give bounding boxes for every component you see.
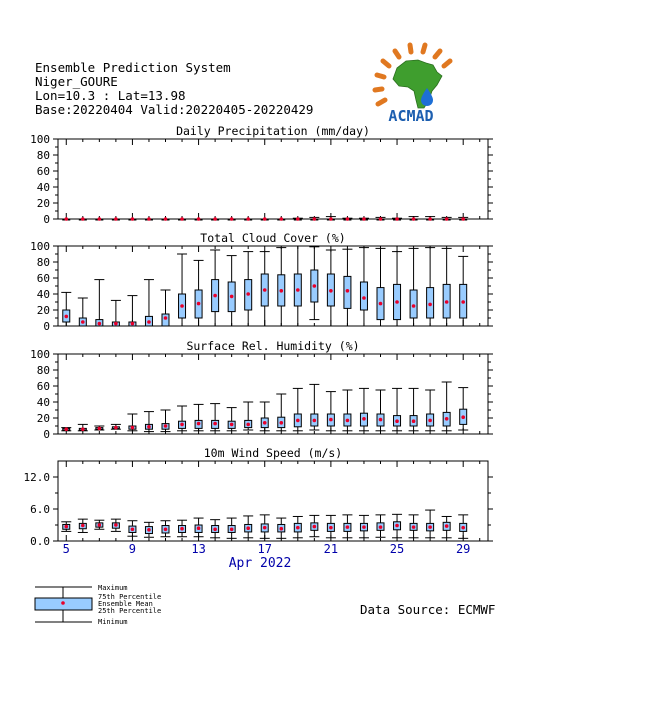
mean-dot — [346, 525, 350, 529]
y-tick-label: 100 — [30, 133, 50, 146]
mean-dot — [164, 424, 168, 428]
mean-dot — [230, 423, 234, 427]
mean-dot — [329, 418, 333, 422]
mean-dot — [180, 217, 184, 221]
mean-dot — [164, 217, 168, 221]
y-tick-label: 100 — [30, 348, 50, 361]
mean-dot — [64, 217, 68, 221]
legend-label-75th: 75th Percentile — [98, 593, 162, 601]
y-tick-label: 80 — [36, 256, 50, 269]
mean-dot — [246, 292, 250, 296]
mean-dot — [428, 525, 432, 529]
mean-dot — [379, 217, 383, 221]
mean-dot — [395, 217, 399, 221]
mean-dot — [98, 523, 102, 527]
y-tick-label: 60 — [36, 380, 50, 393]
mean-dot — [81, 217, 85, 221]
mean-dot — [329, 217, 333, 221]
mean-dot — [131, 527, 135, 531]
mean-dot — [313, 525, 317, 529]
mean-dot — [131, 322, 135, 326]
mean-dot — [395, 300, 399, 304]
mean-dot — [213, 217, 217, 221]
mean-dot — [362, 296, 366, 300]
mean-dot — [428, 303, 432, 307]
header-location: Niger_GOURE — [35, 74, 118, 89]
x-axis-month-label: Apr 2022 — [228, 556, 292, 571]
mean-dot — [197, 302, 201, 306]
mean-dot — [379, 302, 383, 306]
mean-dot — [346, 217, 350, 221]
mean-dot — [114, 426, 118, 430]
y-tick-label: 0.0 — [30, 535, 50, 548]
iqr-box — [360, 282, 367, 310]
mean-dot — [64, 315, 68, 319]
legend-label-25th: 25th Percentile — [98, 607, 162, 615]
legend-label-minimum: Minimum — [98, 618, 128, 626]
chart-title: Total Cloud Cover (%) — [200, 231, 346, 245]
y-tick-label: 80 — [36, 149, 50, 162]
y-tick-label: 12.0 — [23, 471, 50, 484]
mean-dot — [461, 217, 465, 221]
mean-dot — [279, 289, 283, 293]
legend-label-maximum: Maximum — [98, 584, 128, 592]
mean-dot — [329, 289, 333, 293]
iqr-box — [410, 290, 417, 318]
mean-dot — [395, 524, 399, 528]
mean-dot — [428, 217, 432, 221]
x-tick-label: 21 — [323, 542, 339, 556]
mean-dot — [180, 423, 184, 427]
y-tick-label: 0 — [43, 213, 50, 226]
mean-dot — [230, 295, 234, 299]
mean-dot — [362, 417, 366, 421]
mean-dot — [114, 523, 118, 527]
mean-dot — [246, 217, 250, 221]
y-tick-label: 0 — [43, 320, 50, 333]
y-tick-label: 6.0 — [30, 503, 50, 516]
mean-dot — [131, 217, 135, 221]
mean-dot — [412, 304, 416, 308]
legend-label-mean: Ensemble Mean — [98, 600, 153, 608]
mean-dot — [313, 284, 317, 288]
mean-dot — [114, 322, 118, 326]
mean-dot — [296, 419, 300, 423]
mean-dot — [64, 525, 68, 529]
y-tick-label: 40 — [36, 288, 50, 301]
header-dates: Base:20220404 Valid:20220405-20220429 — [35, 102, 314, 117]
x-tick-label: 17 — [257, 542, 272, 556]
mean-dot — [246, 526, 250, 530]
header-coordinates: Lon=10.3 : Lat=13.98 — [35, 88, 186, 103]
y-tick-label: 20 — [36, 412, 50, 425]
mean-dot — [98, 427, 102, 431]
mean-dot — [395, 419, 399, 423]
mean-dot — [98, 322, 102, 326]
mean-dot — [445, 300, 449, 304]
mean-dot — [412, 419, 416, 423]
mean-dot — [313, 419, 317, 423]
mean-dot — [263, 217, 267, 221]
mean-dot — [81, 427, 85, 431]
x-tick-label: 29 — [455, 542, 471, 556]
chart-title: 10m Wind Speed (m/s) — [203, 446, 343, 460]
logo-text: ACMAD — [388, 107, 434, 125]
mean-dot — [64, 427, 68, 431]
y-tick-label: 0 — [43, 428, 50, 441]
mean-dot — [147, 217, 151, 221]
mean-dot — [147, 528, 151, 532]
mean-dot — [279, 217, 283, 221]
mean-dot — [197, 526, 201, 530]
mean-dot — [81, 320, 85, 324]
x-tick-label: 9 — [128, 542, 137, 556]
mean-dot — [180, 527, 184, 531]
y-tick-label: 20 — [36, 304, 50, 317]
y-tick-label: 40 — [36, 181, 50, 194]
mean-dot — [230, 217, 234, 221]
mean-dot — [362, 525, 366, 529]
mean-dot — [213, 422, 217, 426]
x-tick-label: 13 — [191, 542, 206, 556]
y-tick-label: 60 — [36, 165, 50, 178]
mean-dot — [329, 526, 333, 530]
mean-dot — [313, 217, 317, 221]
mean-dot — [445, 524, 449, 528]
mean-dot — [180, 304, 184, 308]
mean-dot — [197, 217, 201, 221]
legend-mean-dot — [61, 601, 65, 605]
mean-dot — [263, 421, 267, 425]
y-tick-label: 100 — [30, 240, 50, 253]
mean-dot — [296, 288, 300, 292]
mean-dot — [213, 294, 217, 298]
mean-dot — [213, 527, 217, 531]
mean-dot — [346, 419, 350, 423]
mean-dot — [164, 316, 168, 320]
mean-dot — [114, 217, 118, 221]
mean-dot — [445, 417, 449, 421]
mean-dot — [147, 425, 151, 429]
data-source-label: Data Source: ECMWF — [360, 602, 496, 617]
mean-dot — [279, 421, 283, 425]
mean-dot — [379, 525, 383, 529]
mean-dot — [296, 217, 300, 221]
y-tick-label: 80 — [36, 364, 50, 377]
y-tick-label: 40 — [36, 396, 50, 409]
mean-dot — [461, 415, 465, 419]
mean-dot — [428, 419, 432, 423]
mean-dot — [81, 524, 85, 528]
mean-dot — [164, 527, 168, 531]
mean-dot — [131, 426, 135, 430]
mean-dot — [412, 525, 416, 529]
header-title: Ensemble Prediction System — [35, 60, 231, 75]
mean-dot — [98, 217, 102, 221]
y-tick-label: 20 — [36, 197, 50, 210]
x-tick-label: 25 — [389, 542, 405, 556]
mean-dot — [263, 288, 267, 292]
mean-dot — [197, 422, 201, 426]
mean-dot — [230, 527, 234, 531]
y-tick-label: 60 — [36, 272, 50, 285]
mean-dot — [263, 526, 267, 530]
mean-dot — [461, 300, 465, 304]
chart-title: Daily Precipitation (mm/day) — [176, 124, 370, 138]
mean-dot — [362, 217, 366, 221]
mean-dot — [246, 423, 250, 427]
x-tick-label: 5 — [62, 542, 70, 556]
mean-dot — [445, 217, 449, 221]
mean-dot — [412, 217, 416, 221]
mean-dot — [279, 527, 283, 531]
mean-dot — [147, 320, 151, 324]
mean-dot — [346, 289, 350, 293]
mean-dot — [461, 526, 465, 530]
iqr-box — [162, 314, 169, 326]
mean-dot — [296, 526, 300, 530]
chart-title: Surface Rel. Humidity (%) — [186, 339, 360, 353]
mean-dot — [379, 418, 383, 422]
